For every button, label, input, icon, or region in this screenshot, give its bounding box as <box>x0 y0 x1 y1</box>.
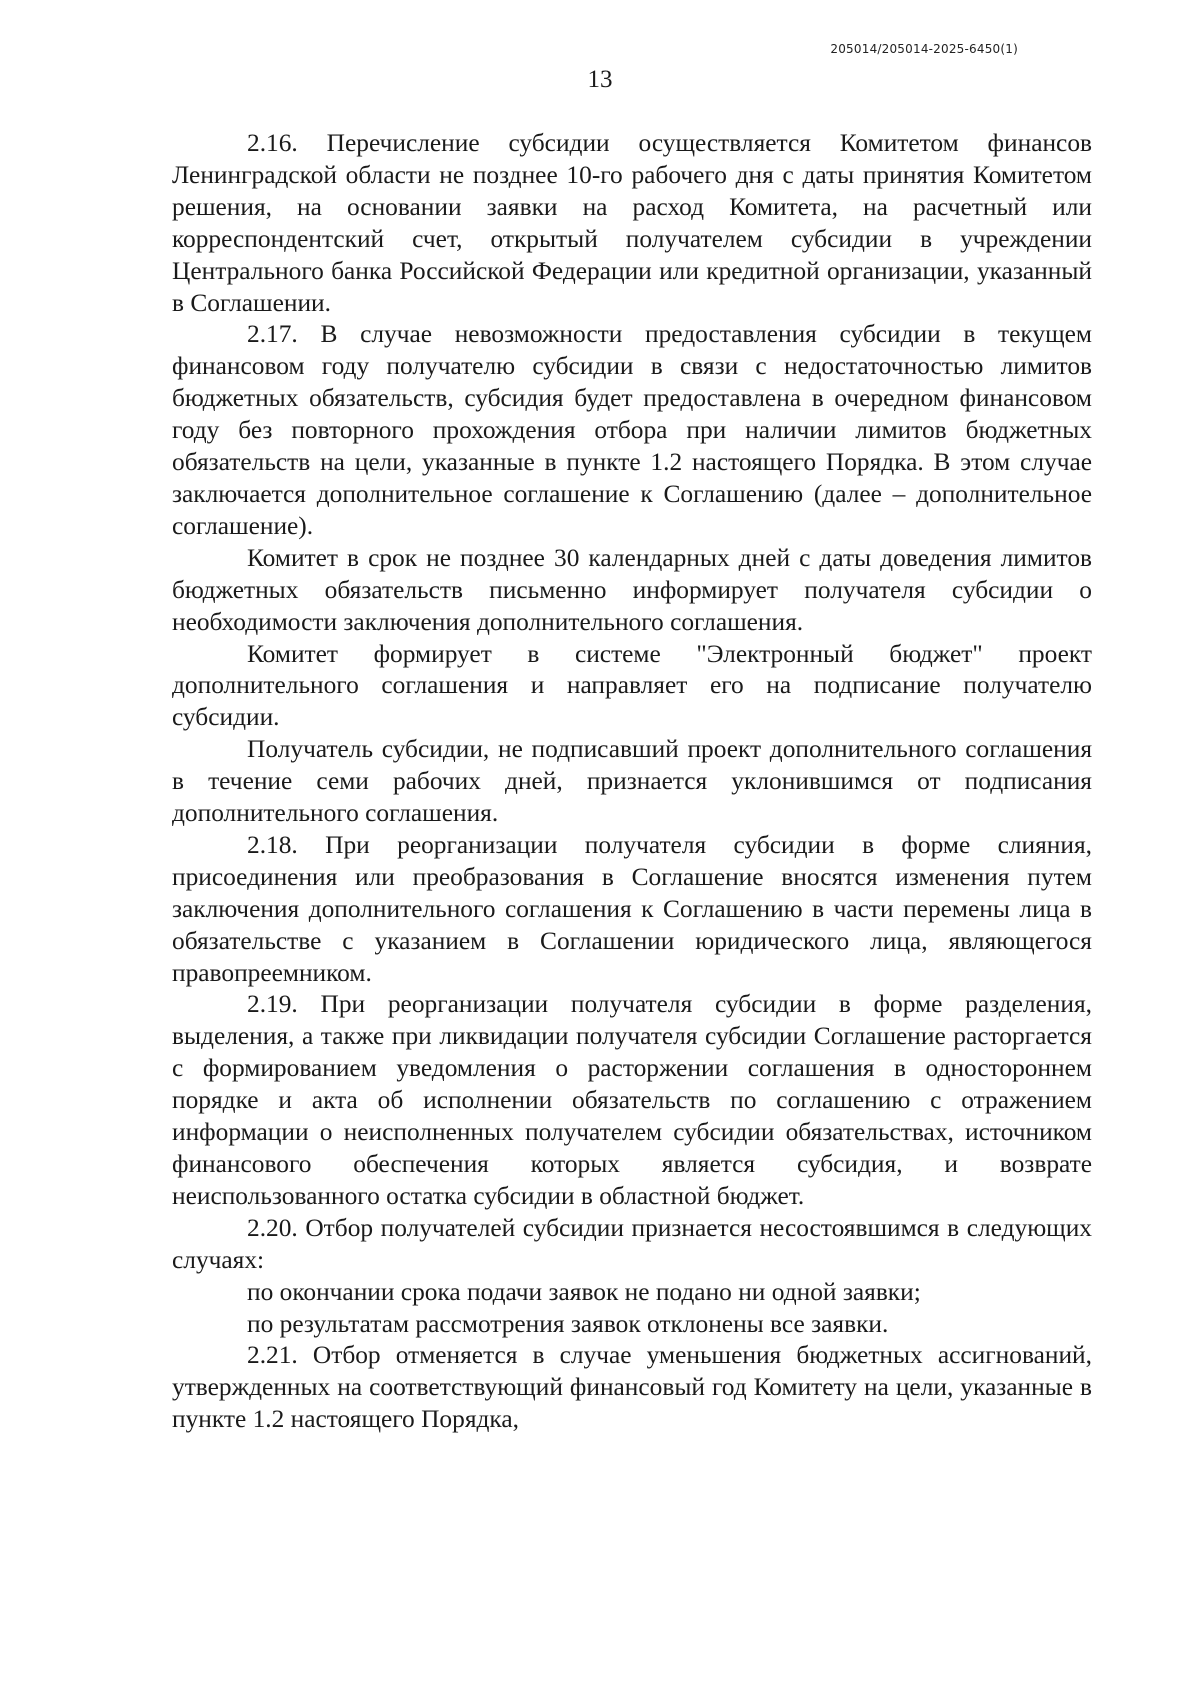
paragraph-2-19: 2.19. При реорганизации получателя субсидии в форме разделения, выделения, а также при ликвидации получателя субсидии Соглашение расторгается с формированием уведомления о расторжении соглашения в одностороннем порядке и акта об исполнении обязательств по соглашению с отражением информации о неисполненных получателем субсидии обязательствах, источником финансового обеспечения которых является субсидия, и возврате неиспользованного остатка субсидии в областной бюджет. <box>172 990 1092 1210</box>
document-id: 205014/205014-2025-6450(1) <box>830 42 1018 56</box>
paragraph-2-18: 2.18. При реорганизации получателя субсидии в форме слияния, присоединения или преобразования в Соглашение вносятся изменения путем заключения дополнительного соглашения к Соглашению в части перемены лица в обязательстве с указанием в Соглашении юридического лица, являющегося правопреемником. <box>172 830 1092 987</box>
paragraph-committee-draft: Комитет формирует в системе "Электронный бюджет" проект дополнительного соглашения и направляет его на подписание получателю субсидии. <box>172 639 1092 732</box>
paragraph-2-21: 2.21. Отбор отменяется в случае уменьшения бюджетных ассигнований, утвержденных на соответствующий финансовый год Комитету на цели, указанные в пункте 1.2 настоящего Порядка, <box>172 1341 1092 1434</box>
paragraph-recipient-evasion: Получатель субсидии, не подписавший проект дополнительного соглашения в течение семи рабочих дней, признается уклонившимся от подписания дополнительного соглашения. <box>172 735 1092 828</box>
paragraph-2-16: 2.16. Перечисление субсидии осуществляется Комитетом финансов Ленинградской области не позднее 10-го рабочего дня с даты принятия Комитетом решения, на основании заявки на расход Комитета, на расчетный или корреспондентский счет, открытый получателем субсидии в учреждении Центрального банка Российской Федерации или кредитной организации, указанный в Соглашении. <box>172 129 1092 317</box>
paragraph-2-17: 2.17. В случае невозможности предоставления субсидии в текущем финансовом году получателю субсидии в связи с недостаточностью лимитов бюджетных обязательств, субсидия будет предоставлена в очередном финансовом году без повторного прохождения отбора при наличии лимитов бюджетных обязательств на цели, указанные в пункте 1.2 настоящего Порядка. В этом случае заключается дополнительное соглашение к Соглашению (далее – дополнительное соглашение). <box>172 320 1092 540</box>
document-body <box>172 128 1092 1436</box>
page-number: 13 <box>587 66 613 93</box>
paragraph-committee-notice: Комитет в срок не позднее 30 календарных дней с даты доведения лимитов бюджетных обязательств письменно информирует получателя субсидии о необходимости заключения дополнительного соглашения. <box>172 543 1092 636</box>
list-item-all-rejected: по результатам рассмотрения заявок отклонены все заявки. <box>247 1309 889 1338</box>
list-item-no-applications: по окончании срока подачи заявок не подано ни одной заявки; <box>247 1277 921 1306</box>
paragraph-2-20: 2.20. Отбор получателей субсидии признается несостоявшимся в следующих случаях: <box>172 1213 1092 1274</box>
